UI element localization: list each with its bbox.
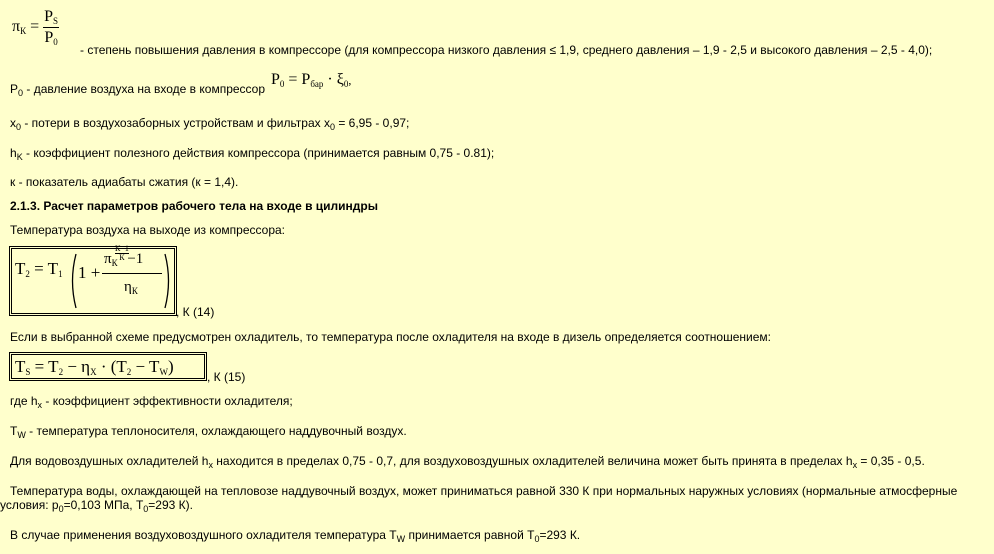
formula-15-label: , К (15) [207,370,246,384]
formula-14-fraction-numerator: $\pi_К$ К−1 К −1 [104,244,144,268]
formula-14-fraction-denominator: $\eta_К$ [124,279,138,296]
x0-line: $x_0$ - потери в воздухозаборных устройствам и фильтрах $x_0 = 6,95 - 0,97$; [10,116,410,132]
formula-15: $T_S = T_2 - \eta_X \cdot (T_2 - T_W)$ [15,357,174,377]
cooler-text: Если в выбранной схеме предусмотрен охладитель, то температура после охладителя на входе в дизель определяется соотношением: [10,330,771,344]
section-heading: 2.1.3. Расчет параметров рабочего тела на входе в цилиндры [10,199,378,213]
p0-line: $P_0$ - давление воздуха на входе в компрессор [10,82,266,98]
hx-line: где $h_x$ - коэффициент эффективности охладителя; [10,394,293,410]
temperature-intro: Температура воздуха на выходе из компрессора: [10,223,286,237]
formula-pi-k [12,8,59,47]
formula-14: $T_2 = T_1$ [15,259,63,279]
water-cooler-line: Для водовоздушных охладителей $h_x$ находится в пределах 0,75 - 0,7, для воздуховоздушных охладителей величина может быть принята в пределах $h_x = 0,35 - 0,5$. [10,454,925,470]
air-cooler-line: В случае применения воздуховоздушного охладителя температура $T_W$ принимается равной $T_0=293$ К. [10,528,581,544]
formula-14-one-plus: 1 + [78,263,101,282]
right-paren [163,253,173,309]
p0-description: - давление воздуха на входе в компрессор [23,82,266,96]
formula-14-box [9,246,177,316]
p0-symbol: P [10,82,19,96]
tw-line: $T_W$ - температура теплоносителя, охлаждающего наддувочный воздух. [10,424,407,440]
left-paren [68,253,78,309]
formula-p0: $P_0 = P_{бар} \cdot \xi_0$, [271,71,352,89]
exponent: К−1 К [115,244,129,262]
pi-k-description: - степень повышения давления в компрессоре (для компрессора низкого давления ≤ 1,9, среднего давления – 1,9 - 2,5 и высокого давления – 2,5 - 4,0); [80,43,933,57]
equals-sign: = [30,18,40,36]
formula-14-fraction-bar [102,273,162,274]
water-temp-paragraph-line1: Температура воды, охлаждающей на тепловозе наддувочный воздух, может приниматься равной 330 К при нормальных наружных условиях (нормальные атмосферные [10,484,958,498]
pi-subscript: К [20,26,27,37]
pressure-fraction [43,8,59,47]
water-temp-paragraph-line2: условия: $p_0=0,103$ МПа, $T_0=293$ К). [0,498,193,512]
formula-14-label: , К (14) [176,305,215,319]
pi-symbol: π [12,18,21,36]
formula-15-box [9,352,207,381]
k-line: к - показатель адиабаты сжатия (к = 1,4). [10,175,239,189]
fraction-denominator: $P_0$ [44,29,58,47]
hk-line: $h_K$ - коэффициент полезного действия компрессора (принимается равным 0,75 - 0.81); [10,146,495,162]
fraction-numerator: $P_S$ [44,8,59,26]
